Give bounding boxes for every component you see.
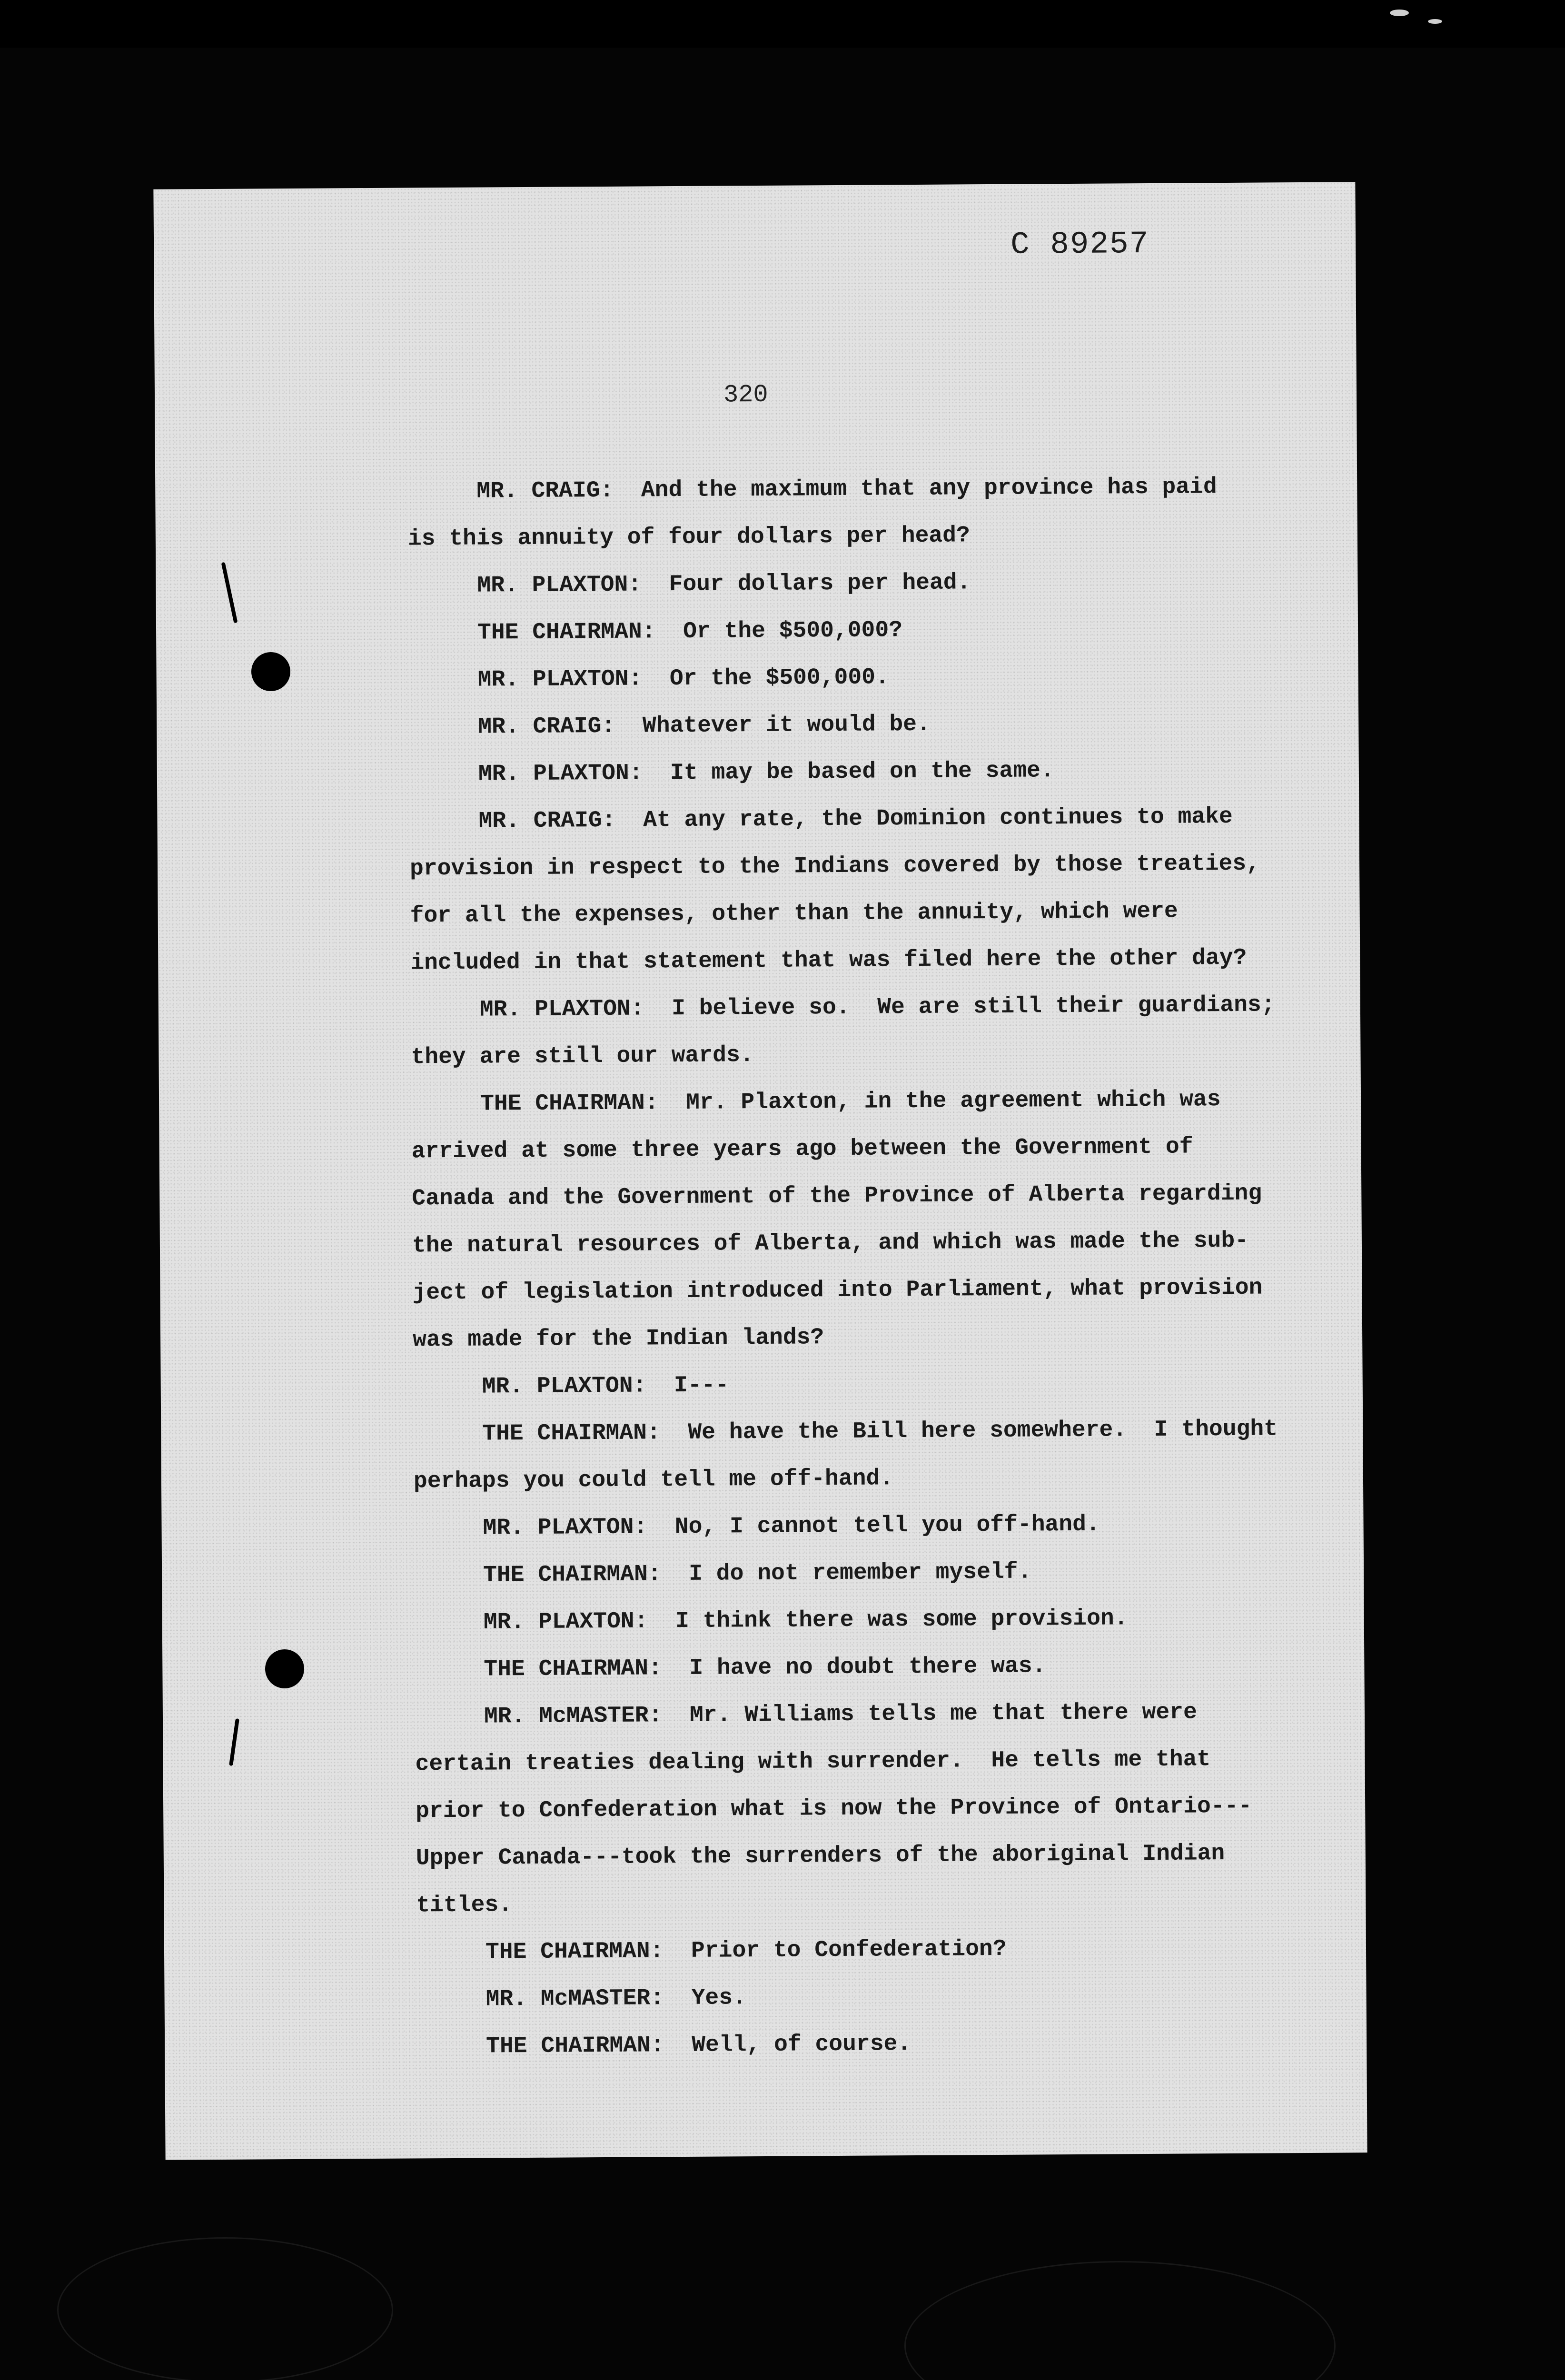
transcript-line: ject of legislation introduced into Parliament, what provision bbox=[412, 1275, 1263, 1306]
transcript-line: provision in respect to the Indians covered by those treaties, bbox=[409, 851, 1260, 882]
transcript-line: MR. PLAXTON: I--- bbox=[482, 1372, 729, 1400]
punch-hole bbox=[251, 652, 290, 691]
film-edge bbox=[0, 0, 1565, 48]
transcript-line: included in that statement that was filed here the other day? bbox=[410, 945, 1247, 976]
background-swirl bbox=[57, 2237, 393, 2380]
transcript-line: MR. PLAXTON: No, I cannot tell you off-hand. bbox=[483, 1511, 1100, 1541]
document-page bbox=[153, 182, 1367, 2160]
transcript-line: THE CHAIRMAN: Mr. Plaxton, in the agreement which was bbox=[480, 1087, 1221, 1117]
transcript-line: THE CHAIRMAN: Or the $500,000? bbox=[477, 617, 903, 646]
transcript-line: THE CHAIRMAN: Well, of course. bbox=[486, 2031, 911, 2060]
transcript-line: THE CHAIRMAN: I do not remember myself. bbox=[483, 1559, 1032, 1588]
transcript-line: titles. bbox=[416, 1892, 513, 1919]
transcript-line: MR. CRAIG: And the maximum that any province has paid bbox=[476, 474, 1217, 505]
transcript-line: THE CHAIRMAN: Prior to Confederation? bbox=[485, 1936, 1007, 1965]
transcript-line: MR. PLAXTON: Or the $500,000. bbox=[477, 664, 889, 693]
transcript-line: is this annuity of four dollars per head? bbox=[407, 523, 971, 552]
transcript-line: MR. PLAXTON: Four dollars per head. bbox=[477, 570, 971, 599]
transcript-line: for all the expenses, other than the annuity, which were bbox=[410, 898, 1178, 929]
transcript-line: certain treaties dealing with surrender. He tells me that bbox=[415, 1746, 1211, 1777]
transcript-line: THE CHAIRMAN: We have the Bill here somewhere. I thought bbox=[482, 1416, 1278, 1447]
reference-number: C 89257 bbox=[1010, 226, 1149, 263]
transcript-line: perhaps you could tell me off-hand. bbox=[413, 1466, 894, 1495]
transcript-line: arrived at some three years ago between the Government of bbox=[411, 1134, 1193, 1165]
film-speck bbox=[1390, 10, 1409, 16]
transcript-line: MR. CRAIG: At any rate, the Dominion continues to make bbox=[478, 803, 1233, 834]
background-swirl bbox=[904, 2261, 1336, 2380]
transcript-body bbox=[407, 463, 1322, 2071]
transcript-line: MR. McMASTER: Yes. bbox=[485, 1985, 747, 2013]
film-speck bbox=[1428, 19, 1442, 24]
page-number: 320 bbox=[723, 380, 768, 409]
transcript-line: MR. McMASTER: Mr. Williams tells me that there were bbox=[484, 1699, 1197, 1730]
transcript-line: Canada and the Government of the Province of Alberta regarding bbox=[412, 1180, 1262, 1212]
transcript-line: MR. PLAXTON: It may be based on the same. bbox=[478, 758, 1054, 787]
transcript-line: Upper Canada---took the surrenders of the aboriginal Indian bbox=[416, 1841, 1225, 1872]
transcript-line: prior to Confederation what is now the Province of Ontario--- bbox=[416, 1793, 1252, 1825]
transcript-line: THE CHAIRMAN: I have no doubt there was. bbox=[484, 1653, 1046, 1683]
transcript-line: they are still our wards. bbox=[411, 1042, 754, 1071]
punch-hole bbox=[265, 1649, 304, 1688]
transcript-line: MR. PLAXTON: I think there was some provision. bbox=[483, 1606, 1128, 1636]
transcript-line: MR. PLAXTON: I believe so. We are still their guardians; bbox=[479, 992, 1275, 1023]
transcript-line: the natural resources of Alberta, and which was made the sub- bbox=[412, 1228, 1249, 1259]
transcript-line: was made for the Indian lands? bbox=[412, 1325, 824, 1353]
transcript-line: MR. CRAIG: Whatever it would be. bbox=[478, 711, 931, 740]
